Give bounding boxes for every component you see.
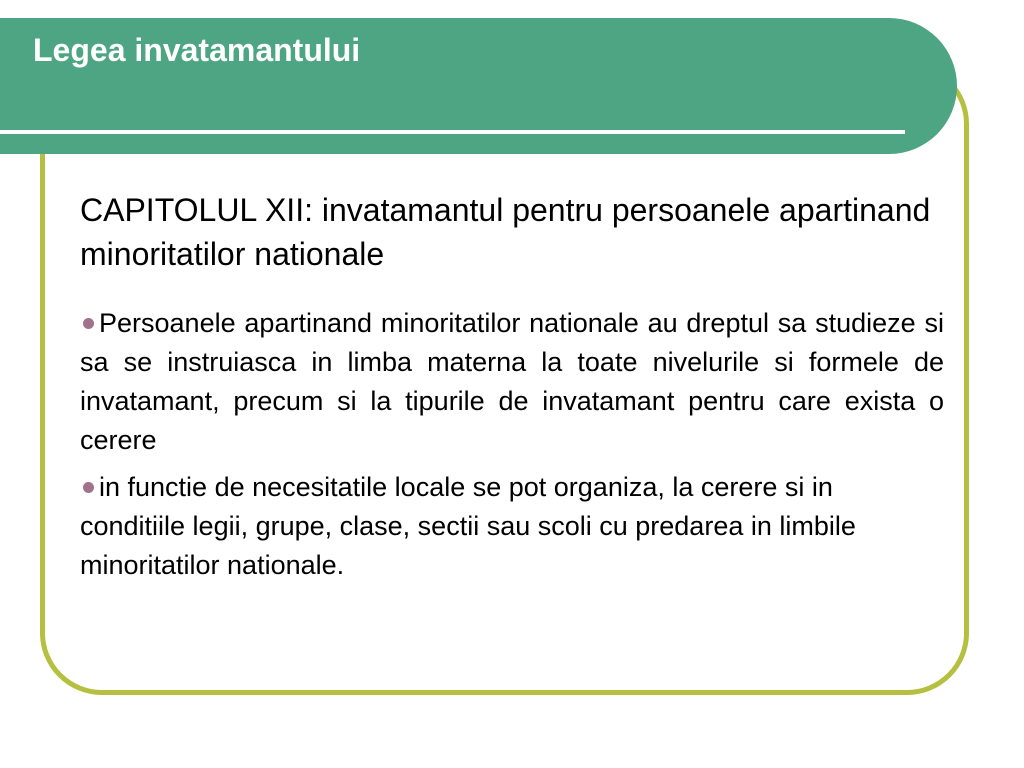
slide-body [80, 188, 944, 593]
bullet-dot-icon [83, 482, 94, 493]
title-underline [0, 130, 905, 134]
bullet-text: in functie de necesitatile locale se pot organiza, la cerere si in conditiile legii, grupe, clase, sectii sau scoli cu predarea in limbile minoritatilor nationale. [80, 472, 856, 580]
bullet-item [80, 468, 944, 585]
bullet-item [80, 304, 944, 460]
chapter-heading: CAPITOLUL XII: invatamantul pentru persoanele apartinand minoritatilor nationale [80, 192, 931, 272]
slide-title: Legea invatamantului [33, 32, 361, 68]
bullet-dot-icon [83, 318, 94, 329]
bullet-list [80, 304, 944, 585]
bullet-text: Persoanele apartinand minoritatilor nationale au dreptul sa studieze si sa se instruiasca in limba materna la toate nivelurile si formele de invatamant, precum si la tipurile de invatamant pentru care exista o cerere [80, 308, 944, 455]
